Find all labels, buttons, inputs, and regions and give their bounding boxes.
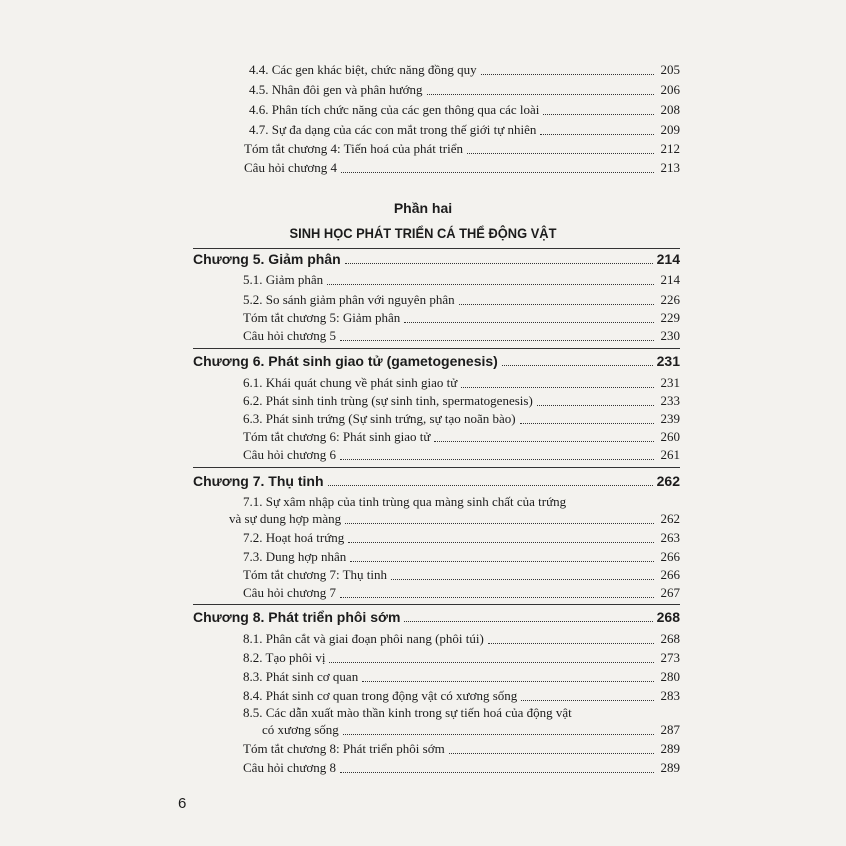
divider xyxy=(193,604,680,605)
toc-entry-questions-7: Câu hỏi chương 7 267 xyxy=(243,585,680,600)
toc-entry-6-2: 6.2. Phát sinh tinh trùng (sự sinh tinh, spermatogenesis) 233 xyxy=(243,393,680,408)
divider xyxy=(193,248,680,249)
toc-entry-questions-5: Câu hỏi chương 5 230 xyxy=(243,328,680,343)
chapter-5-heading: Chương 5. Giảm phân 214 xyxy=(193,251,680,267)
toc-entry-7-1-line1: 7.1. Sự xâm nhập của tinh trùng qua màng sinh chất của trứng xyxy=(243,494,567,509)
part-label: Phần hai xyxy=(393,200,453,216)
toc-entry-4-4: 4.4. Các gen khác biệt, chức năng đồng quy 205 xyxy=(249,62,680,77)
chapter-7-heading: Chương 7. Thụ tinh 262 xyxy=(193,473,680,489)
chapter-6-heading: Chương 6. Phát sinh giao tử (gametogenesis) 231 xyxy=(193,353,680,369)
toc-entry-7-3: 7.3. Dung hợp nhân 266 xyxy=(243,549,680,564)
divider xyxy=(193,348,680,349)
toc-entry-7-1: và sự dung hợp màng 262 xyxy=(229,511,680,526)
toc-entry-8-1: 8.1. Phân cắt và giai đoạn phôi nang (phôi túi) 268 xyxy=(243,631,680,646)
toc-entry-5-2: 5.2. So sánh giảm phân với nguyên phân 226 xyxy=(243,292,680,307)
chapter-8-heading: Chương 8. Phát triển phôi sớm 268 xyxy=(193,609,680,625)
toc-entry-summary-5: Tóm tắt chương 5: Giảm phân 229 xyxy=(243,310,680,325)
toc-entry-8-2: 8.2. Tạo phôi vị 273 xyxy=(243,650,680,665)
toc-entry-8-5: có xương sống 287 xyxy=(262,722,680,737)
toc-entry-8-4: 8.4. Phát sinh cơ quan trong động vật có xương sống 283 xyxy=(243,688,680,703)
divider xyxy=(193,467,680,468)
toc-entry-questions-4: Câu hỏi chương 4 213 xyxy=(244,160,680,175)
toc-entry-7-2: 7.2. Hoạt hoá trứng 263 xyxy=(243,530,680,545)
part-title: SINH HỌC PHÁT TRIỂN CÁ THỂ ĐỘNG VẬT xyxy=(289,225,557,241)
toc-entry-summary-7: Tóm tắt chương 7: Thụ tinh 266 xyxy=(243,567,680,582)
toc-entry-5-1: 5.1. Giảm phân 214 xyxy=(243,272,680,287)
toc-entry-4-5: 4.5. Nhân đôi gen và phân hướng 206 xyxy=(249,82,680,97)
toc-entry-summary-4: Tóm tắt chương 4: Tiến hoá của phát triển 212 xyxy=(244,141,680,156)
page-number: 6 xyxy=(178,795,187,812)
toc-entry-8-5-line1: 8.5. Các dẫn xuất mào thần kinh trong sự tiến hoá của động vật xyxy=(243,705,572,720)
toc-entry-6-3: 6.3. Phát sinh trứng (Sự sinh trứng, sự tạo noãn bào) 239 xyxy=(243,411,680,426)
toc-entry-4-7: 4.7. Sự đa dạng của các con mắt trong thế giới tự nhiên 209 xyxy=(249,122,680,137)
toc-entry-6-1: 6.1. Khái quát chung về phát sinh giao tử 231 xyxy=(243,375,680,390)
toc-entry-summary-6: Tóm tắt chương 6: Phát sinh giao tử 260 xyxy=(243,429,680,444)
toc-entry-summary-8: Tóm tắt chương 8: Phát triển phôi sớm 289 xyxy=(243,741,680,756)
toc-entry-questions-8: Câu hỏi chương 8 289 xyxy=(243,760,680,775)
toc-entry-questions-6: Câu hỏi chương 6 261 xyxy=(243,447,680,462)
toc-entry-8-3: 8.3. Phát sinh cơ quan 280 xyxy=(243,669,680,684)
toc-entry-4-6: 4.6. Phân tích chức năng của các gen thông qua các loài 208 xyxy=(249,102,680,117)
